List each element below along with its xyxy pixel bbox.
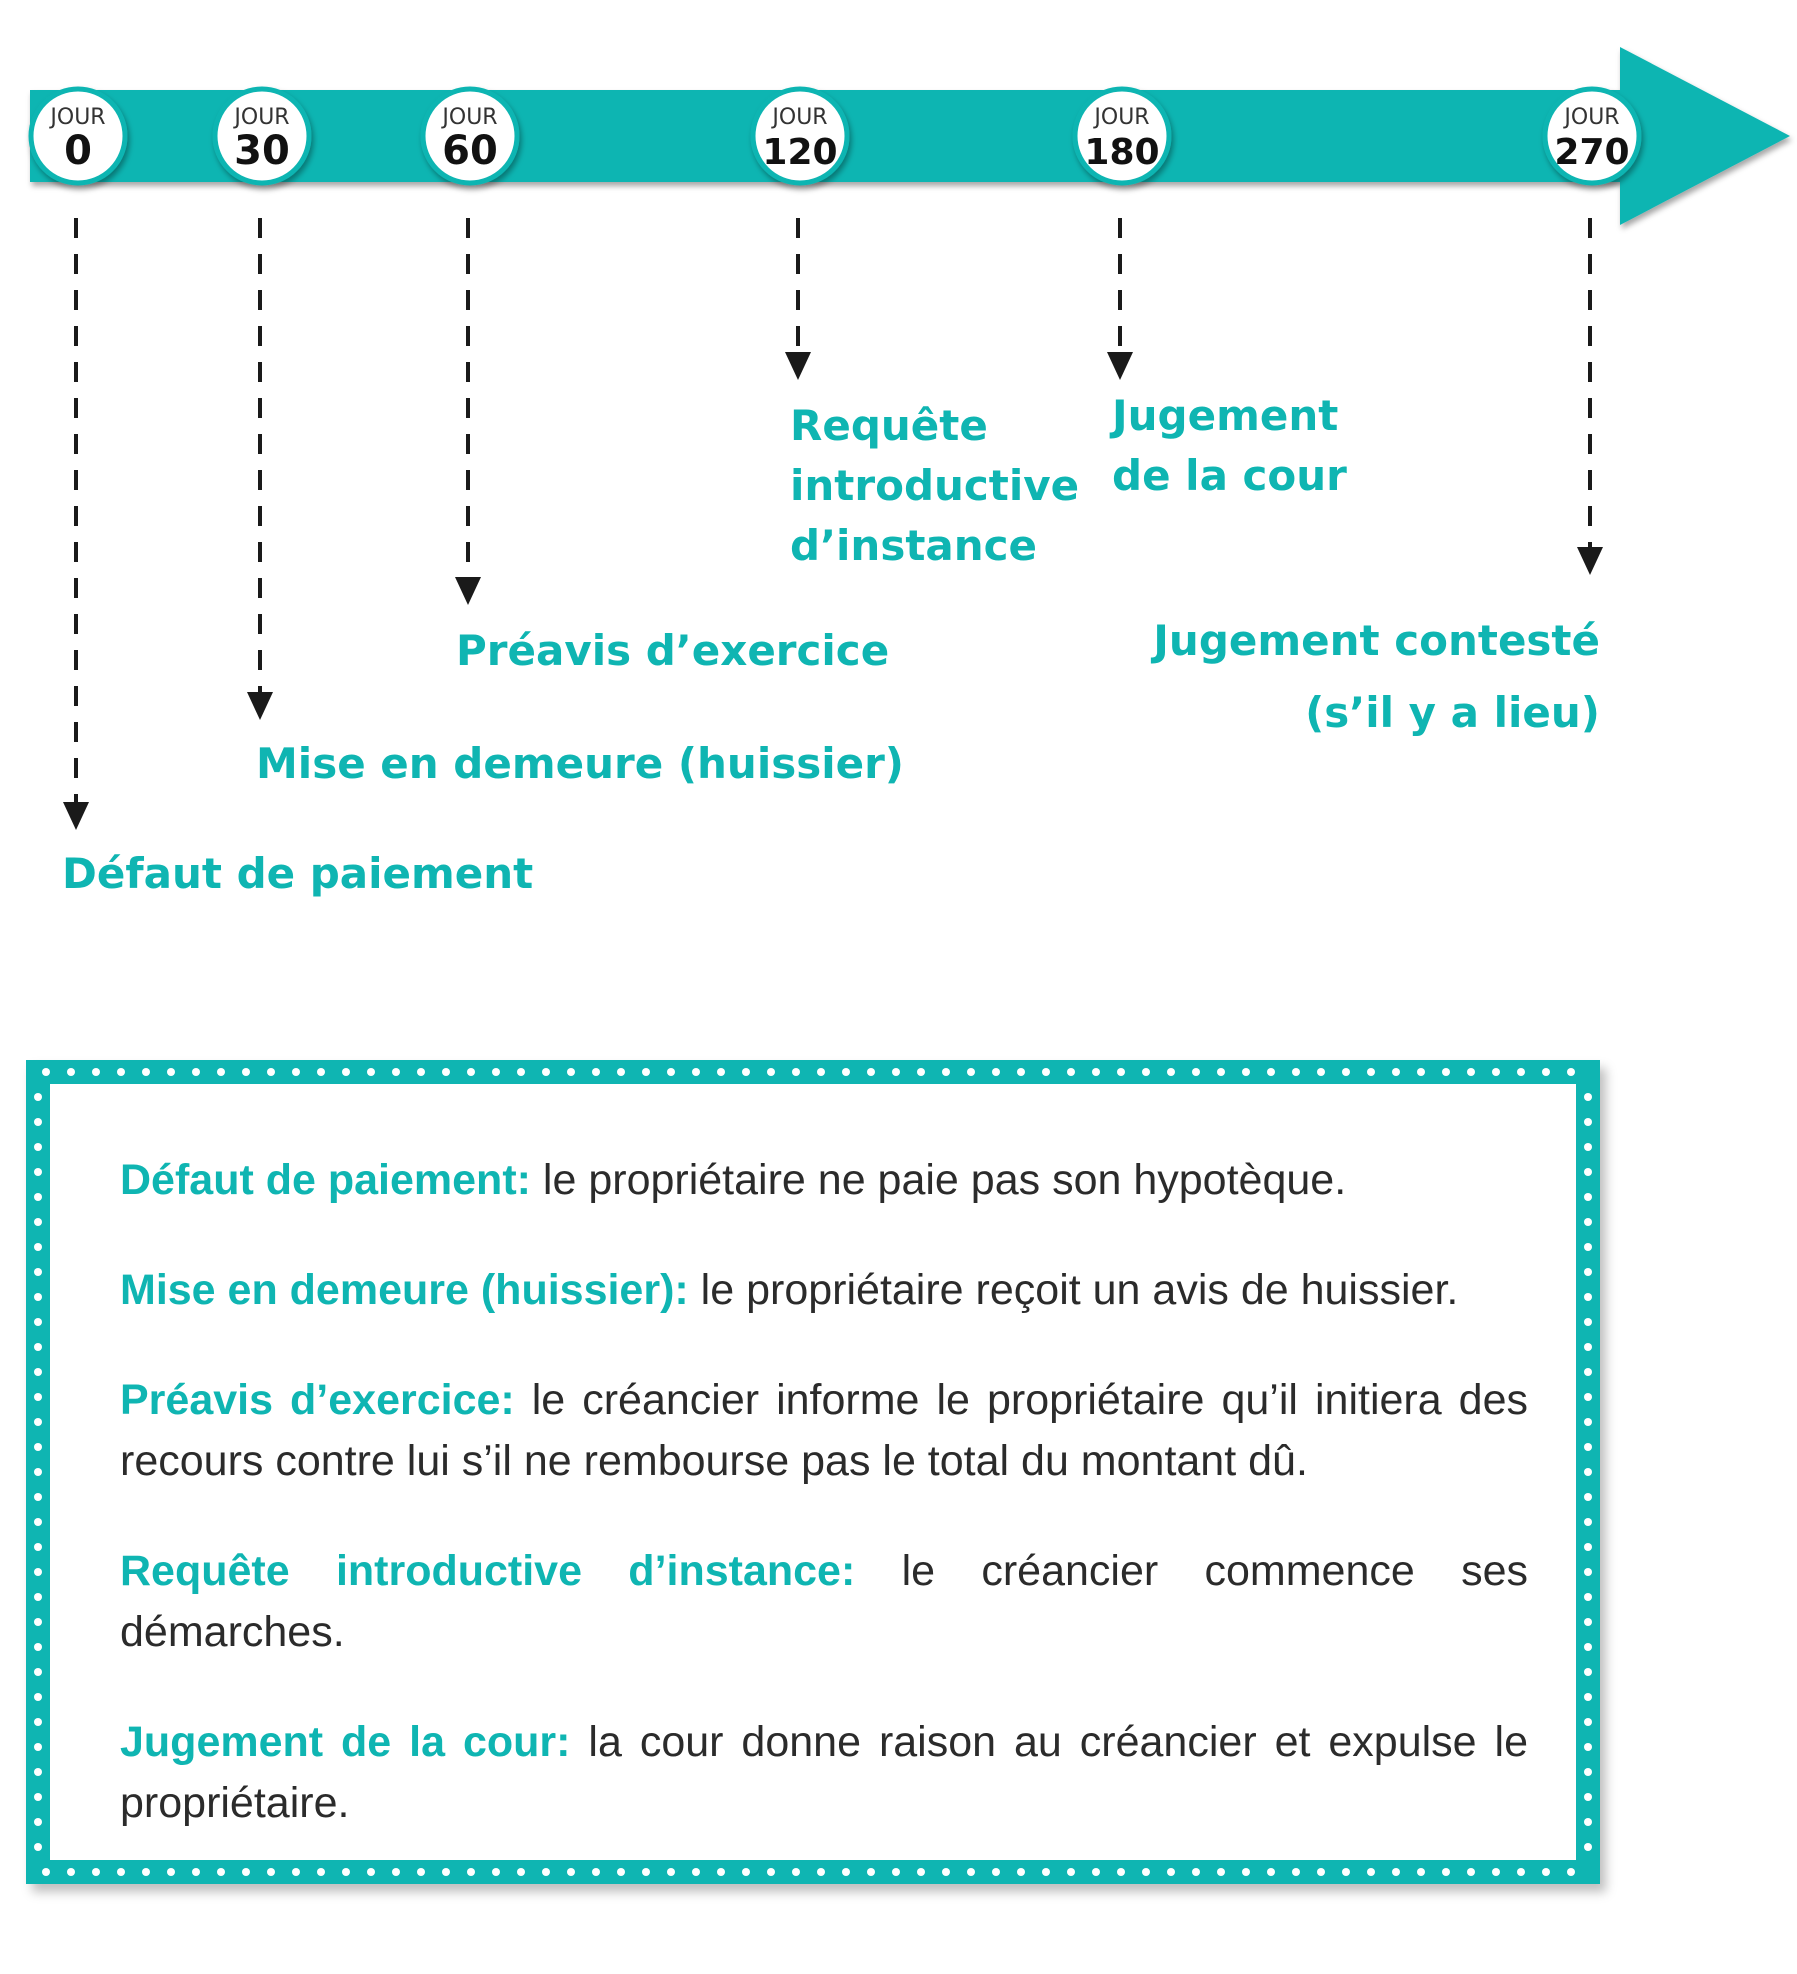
day-marker-60 — [423, 89, 517, 183]
day-marker-number: 0 — [64, 128, 92, 174]
milestone-label-270 — [1150, 616, 1600, 737]
day-marker-number: 180 — [1084, 132, 1160, 173]
milestone-label-line: (s’il y a lieu) — [1305, 688, 1600, 737]
connector-arrow-180 — [1107, 218, 1133, 380]
milestone-label-30 — [256, 739, 904, 788]
day-marker-prefix: JOUR — [442, 105, 498, 130]
definition-defaut — [120, 1150, 1528, 1211]
connector-arrow-60 — [455, 218, 481, 605]
definition-jugement — [120, 1712, 1528, 1834]
day-marker-prefix: JOUR — [50, 105, 106, 130]
definition-term: Jugement de la cour: — [120, 1718, 571, 1766]
definition-mise-en-demeure — [120, 1260, 1528, 1321]
definition-preavis — [120, 1370, 1528, 1492]
milestone-label-line: de la cour — [1112, 451, 1347, 500]
arrow-head — [1577, 547, 1603, 575]
milestone-label-60 — [456, 626, 889, 675]
definition-term: Requête introductive d’instance: — [120, 1547, 856, 1595]
day-marker-180 — [1075, 89, 1169, 183]
milestone-label-line: Jugement — [1112, 391, 1339, 440]
day-marker-prefix: JOUR — [772, 105, 828, 130]
milestone-label-line: Défaut de paiement — [62, 849, 534, 898]
milestone-label-line: Requête — [790, 401, 988, 450]
definition-text: la cour donne raison au créancier et expulse le propriétaire. — [120, 1718, 1529, 1827]
milestone-label-line: Jugement contesté — [1153, 616, 1600, 665]
day-marker-270 — [1545, 89, 1639, 183]
arrow-head — [455, 577, 481, 605]
definitions-content — [26, 1060, 1600, 1884]
connector-arrow-0 — [63, 218, 89, 830]
milestone-label-180 — [1109, 391, 1347, 500]
definition-term: Défaut de paiement: — [120, 1156, 531, 1204]
definition-text: le créancier commence ses démarches. — [120, 1547, 1528, 1656]
definition-term: Mise en demeure (huissier): — [120, 1266, 689, 1314]
definitions-list — [120, 1150, 1528, 1883]
arrow-head — [63, 802, 89, 830]
milestone-label-0 — [62, 849, 533, 898]
milestone-label-line: Mise en demeure (huissier) — [256, 739, 905, 788]
day-marker-120 — [753, 89, 847, 183]
definition-text: le propriétaire reçoit un avis de huissier. — [688, 1266, 1459, 1314]
day-marker-30 — [215, 89, 309, 183]
arrow-head — [1107, 352, 1133, 380]
day-marker-number: 270 — [1554, 132, 1630, 173]
milestone-label-line: Préavis d’exercice — [456, 626, 890, 675]
connector-arrow-120 — [785, 218, 811, 380]
definition-text: le créancier informe le propriétaire qu’il initiera des recours contre lui s’il ne rembourse pas le total du montant dû. — [120, 1376, 1528, 1485]
arrow-head — [247, 692, 273, 720]
day-marker-prefix: JOUR — [1094, 105, 1150, 130]
milestone-label-line: d’instance — [790, 521, 1038, 570]
milestone-label-line: introductive — [790, 461, 1080, 510]
day-marker-number: 60 — [442, 128, 498, 174]
definition-term: Préavis d’exercice: — [120, 1376, 515, 1424]
definition-requete — [120, 1541, 1528, 1663]
day-marker-number: 30 — [234, 128, 290, 174]
connector-arrow-270 — [1577, 218, 1603, 575]
day-marker-number: 120 — [762, 132, 838, 173]
day-marker-0 — [31, 89, 125, 183]
day-marker-prefix: JOUR — [234, 105, 290, 130]
milestone-label-120 — [790, 401, 1079, 570]
connector-arrow-30 — [247, 218, 273, 720]
arrow-head — [785, 352, 811, 380]
definition-text: le propriétaire ne paie pas son hypotèque. — [530, 1156, 1347, 1204]
day-marker-prefix: JOUR — [1564, 105, 1620, 130]
